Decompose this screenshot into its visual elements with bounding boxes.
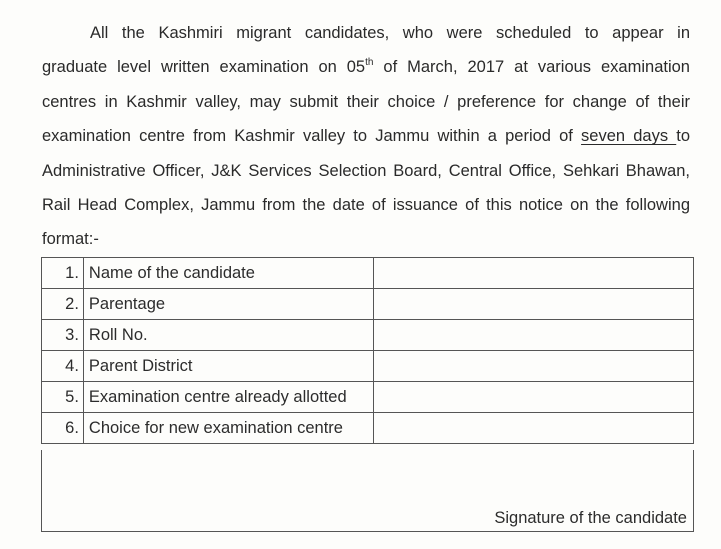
field-label: Name of the candidate <box>83 258 373 289</box>
notice-line-7 <box>42 222 690 256</box>
signature-label: Signature of the candidate <box>494 509 687 527</box>
deadline-emphasis: seven days <box>581 127 677 146</box>
row-number: 1. <box>42 258 84 289</box>
row-number: 2. <box>42 289 84 320</box>
notice-line-3 <box>42 85 690 119</box>
notice-text: to <box>676 127 690 146</box>
notice-text: centres in Kashmir valley, may submit their choice / preference for change of their <box>42 92 690 111</box>
notice-text: format:- <box>42 230 99 249</box>
table-row <box>42 258 694 289</box>
notice-text: Administrative Officer, J&K Services Selection Board, Central Office, Sehkari Bhawan, <box>42 161 690 180</box>
notice-text: Rail Head Complex, Jammu from the date of issuance of this notice on the following <box>42 196 690 215</box>
table-row <box>42 289 694 320</box>
notice-line-5 <box>42 154 690 188</box>
table-row <box>42 351 694 382</box>
parentage-field[interactable] <box>374 289 694 320</box>
notice-text: All the Kashmiri migrant candidates, who were scheduled to appear in <box>90 24 690 42</box>
notice-paragraph <box>42 16 690 257</box>
table-row <box>42 413 694 444</box>
ordinal-suffix: th <box>365 57 374 69</box>
notice-text: of March, 2017 at various examination <box>373 58 690 77</box>
notice-line-6 <box>42 188 690 222</box>
row-number: 4. <box>42 351 84 382</box>
new-centre-choice-field[interactable] <box>374 413 694 444</box>
row-number: 6. <box>42 413 84 444</box>
row-number: 3. <box>42 320 84 351</box>
notice-line-1 <box>42 16 690 50</box>
field-label: Parent District <box>83 351 373 382</box>
roll-no-field[interactable] <box>374 320 694 351</box>
table-row <box>42 320 694 351</box>
notice-line-2 <box>42 50 690 84</box>
notice-text: graduate level written examination on 05 <box>42 58 366 77</box>
notice-line-4 <box>42 119 690 153</box>
signature-box[interactable] <box>41 450 694 532</box>
field-label: Choice for new examination centre <box>83 413 373 444</box>
allotted-centre-field[interactable] <box>374 382 694 413</box>
candidate-form-table <box>41 257 694 444</box>
notice-text: examination centre from Kashmir valley to Jammu within a period of <box>42 127 582 146</box>
field-label: Parentage <box>83 289 373 320</box>
name-field[interactable] <box>374 258 694 289</box>
row-number: 5. <box>42 382 84 413</box>
parent-district-field[interactable] <box>374 351 694 382</box>
field-label: Roll No. <box>83 320 373 351</box>
field-label: Examination centre already allotted <box>83 382 373 413</box>
table-row <box>42 382 694 413</box>
